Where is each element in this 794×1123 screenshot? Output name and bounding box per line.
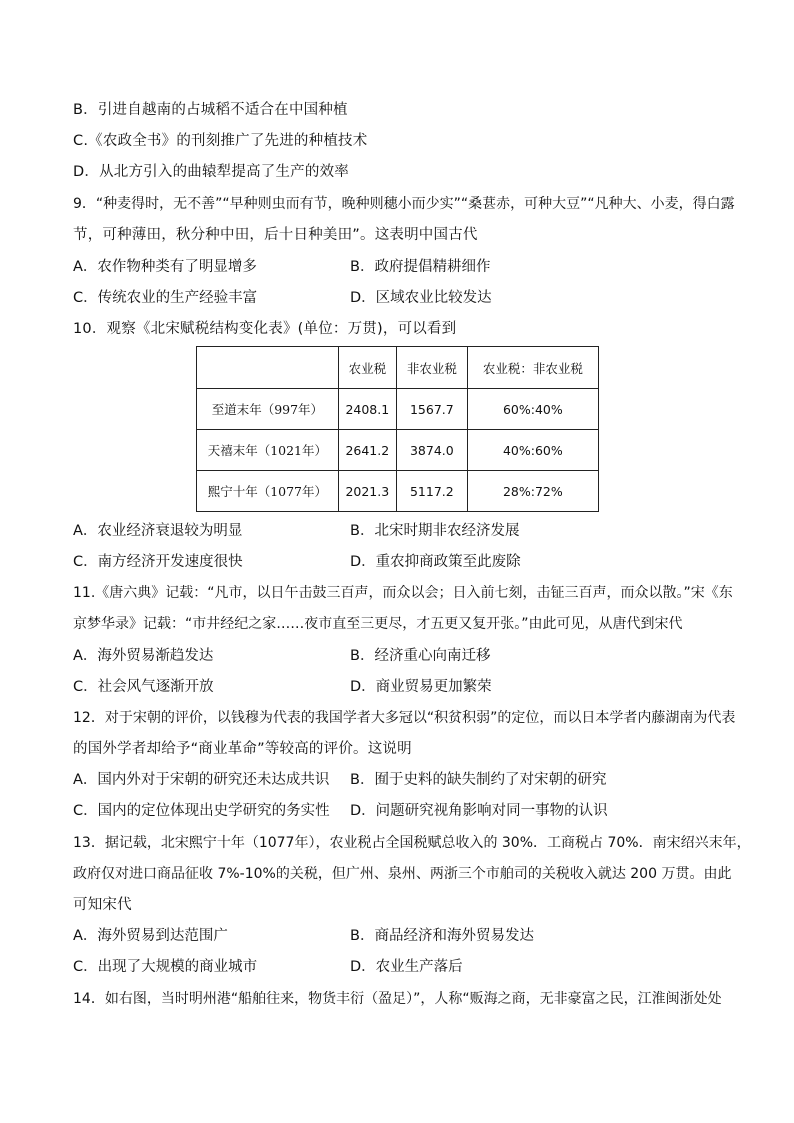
table-cell-agri-tax: 2641.2 (338, 430, 396, 471)
tax-structure-table (196, 346, 599, 512)
table-cell-period: 至道末年（997年） (197, 389, 339, 430)
table-cell-period: 熙宁十年（1077年） (197, 471, 339, 512)
q13-option-b: B．商品经济和海外贸易发达 (350, 928, 534, 944)
q10-option-d: D．重农抑商政策至此废除 (350, 554, 521, 570)
q13-option-a: A．海外贸易到达范围广 (73, 928, 228, 944)
table-cell-agri-tax: 2408.1 (338, 389, 396, 430)
q11-stem-line1: 11.《唐六典》记载：“凡市，以日午击鼓三百声，而众以会；日入前七刻，击钲三百声，而众以散。”宋《东 (73, 585, 733, 601)
q11-option-c: C．社会风气逐渐开放 (73, 679, 214, 695)
q11-option-a: A．海外贸易渐趋发达 (73, 648, 214, 664)
table-header-cell: 农业税：非农业税 (467, 347, 598, 389)
q10-option-a: A．农业经济衰退较为明显 (73, 523, 243, 539)
q12-stem-line2: 的国外学者却给予“商业革命”等较高的评价。这说明 (73, 741, 412, 757)
q12-option-b: B．囿于史料的缺失制约了对宋朝的研究 (350, 772, 607, 788)
q9-option-b: B．政府提倡精耕细作 (350, 259, 491, 275)
q13-option-d: D．农业生产落后 (350, 959, 463, 975)
q10-option-b: B．北宋时期非农经济发展 (350, 523, 520, 539)
table-cell-nonagri-tax: 1567.7 (396, 389, 467, 430)
q9-stem-line2: 节，可种薄田，秋分种中田，后十日种美田”。这表明中国古代 (73, 227, 478, 243)
q9-option-d: D．区域农业比较发达 (350, 290, 492, 306)
q12-option-d: D．问题研究视角影响对同一事物的认识 (350, 803, 608, 819)
table-cell-ratio: 28%:72% (467, 471, 598, 512)
table-header-row (197, 347, 599, 389)
q9-option-a: A．农作物种类有了明显增多 (73, 259, 257, 275)
q9-option-c: C．传统农业的生产经验丰富 (73, 290, 258, 306)
q10-stem: 10．观察《北宋赋税结构变化表》(单位：万贯)，可以看到 (73, 321, 457, 337)
table-cell-ratio: 40%:60% (467, 430, 598, 471)
table-cell-agri-tax: 2021.3 (338, 471, 396, 512)
q13-stem-line1: 13．据记载，北宋熙宁十年（1077年），农业税占全国税赋总收入的 30%．工商税占 70%．南宋绍兴末年， (73, 835, 751, 851)
q9-stem-line1: 9．“种麦得时，无不善”“早种则虫而有节，晚种则穗小而少实”“桑葚赤，可种大豆”“凡种大、小麦，得白露 (73, 196, 735, 212)
table-row (197, 389, 599, 430)
q13-stem-line3: 可知宋代 (73, 897, 132, 913)
table-cell-nonagri-tax: 5117.2 (396, 471, 467, 512)
table-header-cell: 非农业税 (396, 347, 467, 389)
q11-stem-line2: 京梦华录》记载：“市井经纪之家……夜市直至三更尽，才五更又复开张。”由此可见，从唐代到宋代 (73, 616, 683, 632)
q11-option-b: B．经济重心向南迁移 (350, 648, 491, 664)
q13-stem-line2: 政府仅对进口商品征收 7%-10%的关税，但广州、泉州、两浙三个市舶司的关税收入就达 200 万贯。由此 (73, 866, 732, 882)
q12-option-a: A．国内外对于宋朝的研究还未达成共识 (73, 772, 330, 788)
q8-option-b: B．引进自越南的占城稻不适合在中国种植 (73, 102, 348, 118)
table-row (197, 430, 599, 471)
q8-option-d: D．从北方引入的曲辕犁提高了生产的效率 (73, 164, 349, 180)
q10-option-c: C．南方经济开发速度很快 (73, 554, 243, 570)
q12-option-c: C．国内的定位体现出史学研究的务实性 (73, 803, 330, 819)
q14-stem-line1: 14．如右图，当时明州港“船舶往来，物货丰衍（盈足）”，人称“贩海之商，无非豪富之民，江淮闽浙处处 (73, 991, 722, 1007)
table-header-cell: 农业税 (338, 347, 396, 389)
table-cell-ratio: 60%:40% (467, 389, 598, 430)
table-cell-nonagri-tax: 3874.0 (396, 430, 467, 471)
q11-option-d: D．商业贸易更加繁荣 (350, 679, 492, 695)
table-cell-period: 天禧末年（1021年） (197, 430, 339, 471)
q12-stem-line1: 12．对于宋朝的评价，以钱穆为代表的我国学者大多冠以“积贫积弱”的定位，而以日本学者内藤湖南为代表 (73, 710, 736, 726)
q13-option-c: C．出现了大规模的商业城市 (73, 959, 258, 975)
table-row (197, 471, 599, 512)
q8-option-c: C.《农政全书》的刊刻推广了先进的种植技术 (73, 133, 368, 149)
table-header-cell (197, 347, 339, 389)
